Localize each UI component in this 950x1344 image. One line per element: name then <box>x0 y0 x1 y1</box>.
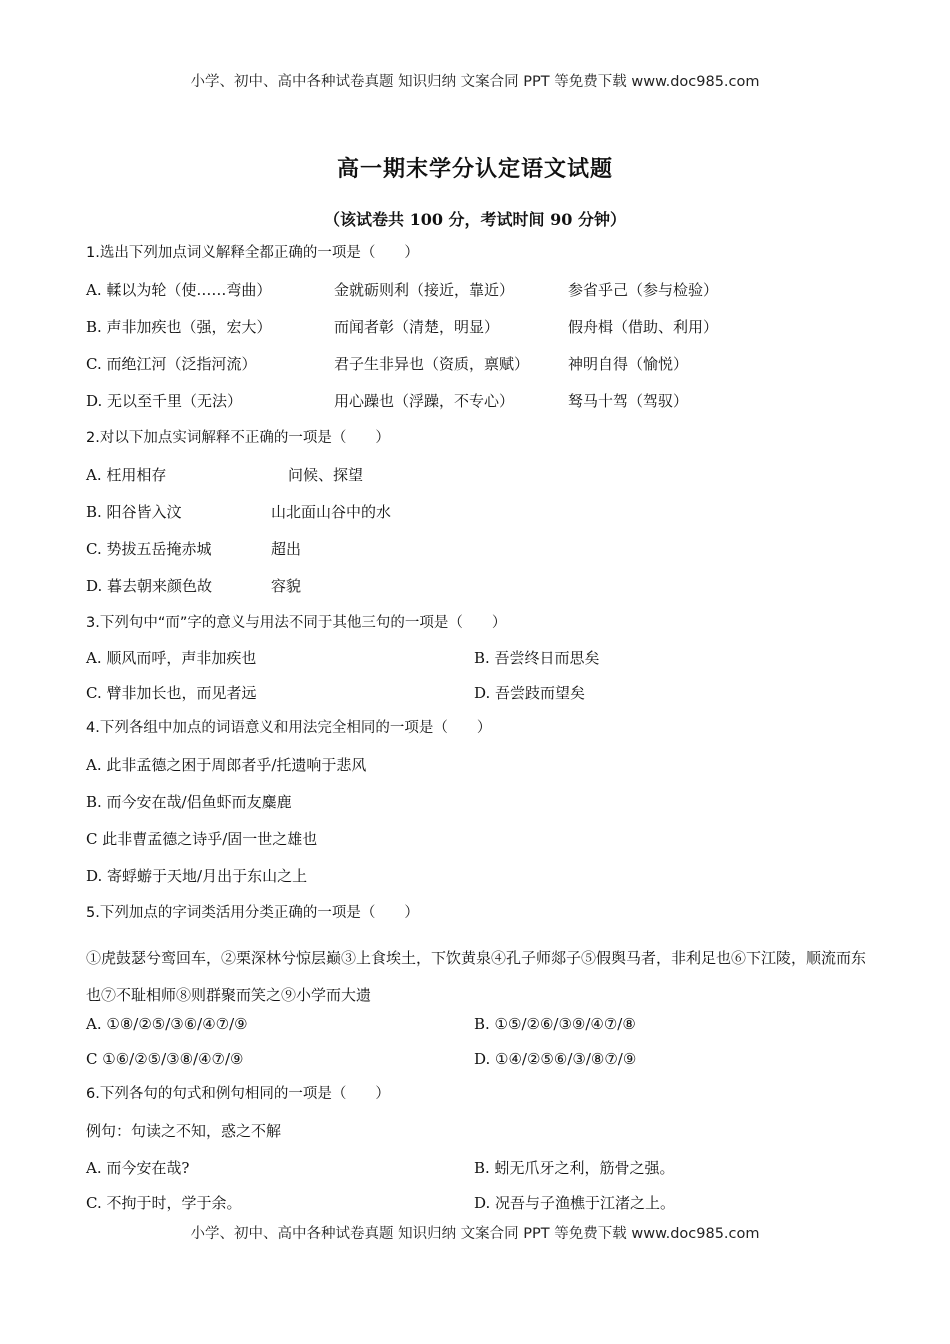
question-1-stem: 1.选出下列加点词义解释全都正确的一项是（ ） <box>86 245 419 261</box>
question-2-option-b <box>86 502 866 539</box>
option-text: A. ①⑧/②⑤/③⑥/④⑦/⑨ <box>86 1015 248 1033</box>
option-text: A. 顺风而呼，声非加疾也 <box>86 649 257 667</box>
page-footer: 小学、初中、高中各种试卷真题 知识归纳 文案合同 PPT 等免费下载 www.doc985.com <box>190 1226 760 1242</box>
option-text: C. 臂非加长也，而见者远 <box>86 684 257 702</box>
option-text: D. 暮去朝来颜色故 <box>86 577 213 595</box>
question-3-stem: 3.下列句中“而”字的意义与用法不同于其他三句的一项是（ ） <box>86 615 507 631</box>
exam-title: 高一期末学分认定语文试题 <box>336 156 613 182</box>
option-text: 而闻者彰（清楚，明显） <box>334 318 500 336</box>
question-6-stem: 6.下列各句的句式和例句相同的一项是（ ） <box>86 1086 390 1102</box>
option-text: 君子生非异也（资质，禀赋） <box>334 355 530 373</box>
option-text: D. ①④/②⑤⑥/③/⑧⑦/⑨ <box>474 1050 637 1068</box>
option-text: C. 而绝江河（泛指河流） <box>86 355 257 373</box>
question-2-option-a <box>86 465 866 502</box>
option-text: B. 阳谷皆入汶 <box>86 503 182 521</box>
question-6-example: 例句：句读之不知，惑之不解 <box>86 1122 282 1140</box>
question-4-option-d: D. 寄蜉蝣于天地/月出于东山之上 <box>86 867 308 885</box>
question-4-option-c: C 此非曹孟德之诗乎/固一世之雄也 <box>86 830 318 848</box>
option-text: C. 不拘于时，学于余。 <box>86 1194 242 1212</box>
question-3-options-ab <box>86 648 866 683</box>
option-text: D. 无以至千里（无法） <box>86 392 243 410</box>
question-2-option-c <box>86 539 866 576</box>
question-6-options-ab <box>86 1158 866 1193</box>
option-text: 参省乎己（参与检验） <box>568 281 719 299</box>
option-text: D. 况吾与子渔樵于江渚之上。 <box>474 1194 676 1212</box>
question-2-option-d <box>86 576 866 613</box>
option-text: 用心躁也（浮躁，不专心） <box>334 392 515 410</box>
question-1-option-d <box>86 391 866 428</box>
option-text: B. 吾尝终日而思矣 <box>474 649 600 667</box>
option-definition: 容貌 <box>271 577 302 595</box>
question-4-stem: 4.下列各组中加点的词语意义和用法完全相同的一项是（ ） <box>86 720 492 736</box>
option-text: 假舟楫（借助、利用） <box>568 318 719 336</box>
option-text: 金就砺则利（接近，靠近） <box>334 281 515 299</box>
question-5-options-ab <box>86 1014 866 1049</box>
option-text: B. 蚓无爪牙之利，筋骨之强。 <box>474 1159 675 1177</box>
option-text: 驽马十驾（驾驭） <box>568 392 689 410</box>
page-header: 小学、初中、高中各种试卷真题 知识归纳 文案合同 PPT 等免费下载 www.doc985.com <box>190 74 760 90</box>
option-definition: 山北面山谷中的水 <box>271 503 392 521</box>
question-1-option-b <box>86 317 866 354</box>
option-text: B. 声非加疾也（强，宏大） <box>86 318 272 336</box>
question-1-option-a <box>86 280 866 317</box>
question-4-option-b: B. 而今安在哉/侣鱼虾而友麋鹿 <box>86 793 292 811</box>
exam-subtitle: （该试卷共 100 分，考试时间 90 分钟） <box>324 210 626 229</box>
option-definition: 问候、探望 <box>288 466 364 484</box>
exam-content <box>86 243 866 1228</box>
option-text: C. 势拔五岳掩赤城 <box>86 540 212 558</box>
question-2-stem: 2.对以下加点实词解释不正确的一项是（ ） <box>86 430 390 446</box>
question-5-stem: 5.下列加点的字词类活用分类正确的一项是（ ） <box>86 905 419 921</box>
option-text: A. 而今安在哉? <box>86 1159 190 1177</box>
question-5-options-cd <box>86 1049 866 1084</box>
option-text: B. ①⑤/②⑥/③⑨/④⑦/⑧ <box>474 1015 636 1033</box>
option-definition: 超出 <box>271 540 302 558</box>
option-text: A. 輮以为轮（使……弯曲） <box>86 281 272 299</box>
question-1-option-c <box>86 354 866 391</box>
option-text: D. 吾尝跂而望矣 <box>474 684 586 702</box>
option-text: 神明自得（愉悦） <box>568 355 689 373</box>
question-4-option-a: A. 此非孟德之困于周郎者乎/托遗响于悲风 <box>86 756 367 774</box>
question-3-options-cd <box>86 683 866 718</box>
option-text: C ①⑥/②⑤/③⑧/④⑦/⑨ <box>86 1050 244 1068</box>
question-5-passage: ①虎鼓瑟兮鸾回车，②栗深林兮惊层巅③上食埃土，下饮黄泉④孔子师郯子⑤假舆马者，非利足也⑥下江陵，顺流而东也⑦不耻相师⑧则群聚而笑之⑨小学而大遗 <box>86 949 867 1004</box>
option-text: A. 枉用相存 <box>86 466 167 484</box>
